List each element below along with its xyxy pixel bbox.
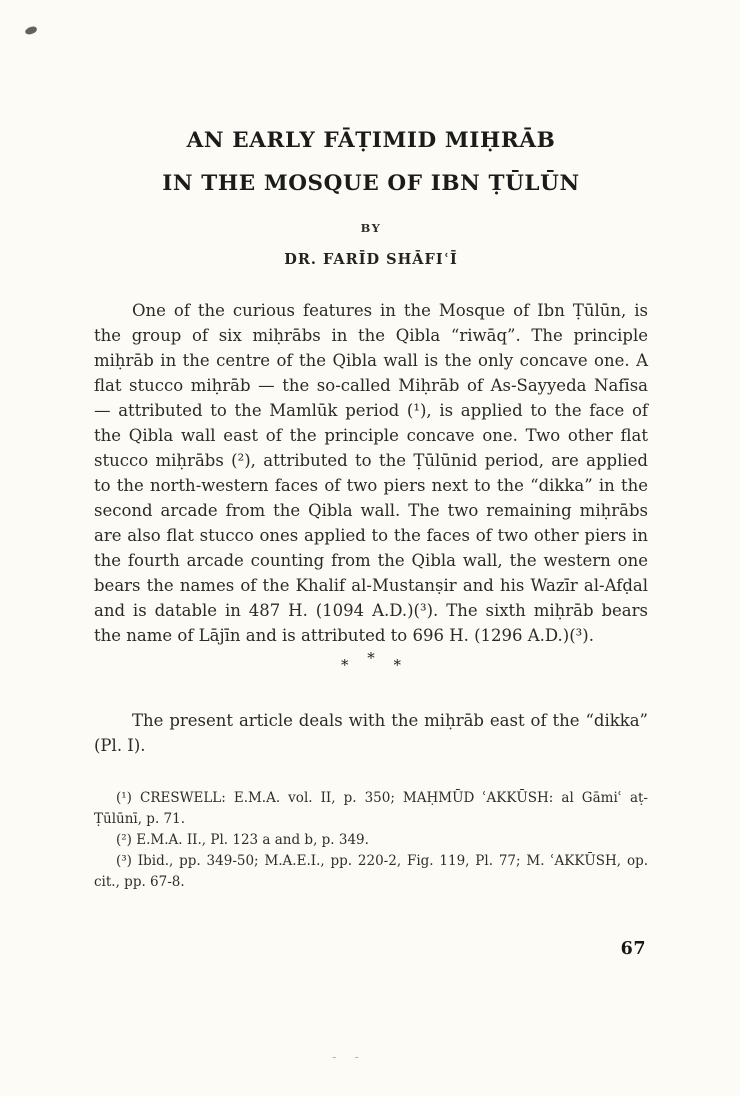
asterisk-middle: * [367,649,375,667]
footnote-3: (³) Ibid., pp. 349-50; M.A.E.I., pp. 220-2, Fig. 119, Pl. 77; M. ʿAKKŪSH, op. cit., pp. 67-8. [94,853,648,890]
body-paragraph: One of the curious features in the Mosque of Ibn Ṭūlūn, is the group of six miḥrābs in the Qibla “riwāq”. The principle miḥrāb in the centre of the Qibla wall is the only concave one. A flat stucco miḥrāb — the so-called Miḥrāb of As-Sayyeda Nafīsa — attributed to the Mamlūk period (¹), is applied to the face of the Qibla wall east of the principle concave one. Two other flat stucco miḥrābs (²), attributed to the Ṭūlūnid period, are applied to the north-western faces of two piers next to the “dikka” in the second arcade from the Qibla wall. The two remaining miḥrābs are also flat stucco ones applied to the faces of two other piers in the fourth arcade counting from the Qibla wall, the western one bears the names of the Khalif al-Mustanṣir and his Wazīr al-Afḍal and is datable in 487 H. (1094 A.D.)(³). The sixth miḥrāb bears the name of Lājīn and is attributed to 696 H. (1296 A.D.)(³). [94,301,648,645]
asterisk-right: * [393,656,402,674]
asterisk-separator [94,649,648,686]
footnotes-block [94,788,648,893]
scan-artifact-bottom-marks: - - [332,1050,366,1065]
second-paragraph: The present article deals with the miḥrāb east of the “dikka” (Pl. I). [94,711,648,755]
page-number: 67 [620,939,646,959]
byline: BY [360,221,382,235]
footnote-1: (¹) CRESWELL: E.M.A. vol. II, p. 350; MAḤMŪD ʿAKKŪSH: al Gāmiʿ aṭ-Ṭūlūnī, p. 71. [94,790,648,827]
article-title-line2: IN THE MOSQUE OF IBN ṬŪLŪN [162,171,580,196]
author-name: DR. FARĪD SHĀFIʿĪ [284,251,458,268]
article-title-line1: AN EARLY FĀṬIMID MIḤRĀB [186,128,556,153]
asterisk-left: * [340,656,349,674]
article-title [94,128,648,197]
footnote-2: (²) E.M.A. II., Pl. 123 a and b, p. 349. [116,832,369,848]
